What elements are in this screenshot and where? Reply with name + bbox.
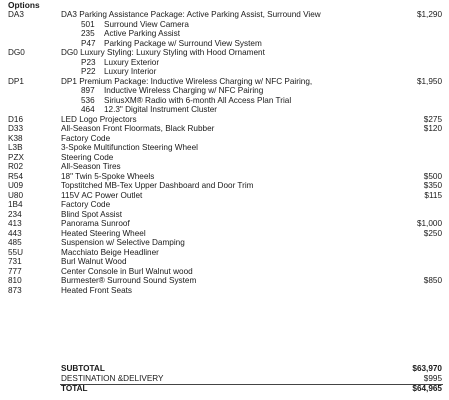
- option-price: $1,950: [416, 76, 442, 86]
- total-row: [0, 384, 449, 394]
- sub-option-description: Inductive Wireless Charging w/ NFC Pairing: [104, 86, 264, 95]
- option-row: [0, 115, 449, 125]
- option-code: U09: [8, 181, 24, 190]
- subtotal-label: SUBTOTAL: [61, 364, 105, 373]
- option-description: DG0 Luxury Styling: Luxury Styling with Hood Ornament: [61, 48, 265, 57]
- total-label: TOTAL: [61, 384, 88, 393]
- option-description: Heated Steering Wheel: [61, 228, 146, 238]
- option-price: $850: [423, 276, 442, 285]
- option-description: DA3 Parking Assistance Package: Active Parking Assist, Surround View: [61, 10, 321, 19]
- option-row: [0, 210, 449, 220]
- option-price: $275: [423, 114, 442, 124]
- sub-option-code: P22: [81, 67, 96, 76]
- sub-option-row: [0, 67, 449, 77]
- option-row: [0, 191, 449, 201]
- option-price: $250: [423, 228, 442, 238]
- option-description: Topstitched MB-Tex Upper Dashboard and Door Trim: [61, 181, 254, 190]
- option-row: [0, 143, 449, 153]
- option-price: $120: [423, 124, 442, 133]
- total-value: $64,965: [412, 384, 442, 393]
- option-price: $1,290: [416, 10, 442, 19]
- destination-value: $995: [423, 374, 442, 383]
- option-row: [0, 134, 449, 144]
- option-code: 873: [8, 285, 22, 295]
- sub-option-description: Luxury Exterior: [104, 57, 160, 67]
- sub-option-code: 235: [81, 29, 95, 38]
- option-description: All-Season Tires: [61, 162, 121, 171]
- option-description: Panorama Sunroof: [61, 219, 130, 228]
- option-row: [0, 229, 449, 239]
- option-code: 1B4: [8, 200, 23, 209]
- option-code: U80: [8, 190, 24, 200]
- option-code: 234: [8, 209, 22, 219]
- option-row: [0, 162, 449, 172]
- sub-option-row: [0, 20, 449, 30]
- sub-option-row: [0, 29, 449, 39]
- option-code: K38: [8, 133, 23, 143]
- option-row: [0, 153, 449, 163]
- option-code: 443: [8, 228, 22, 238]
- option-row: [0, 77, 449, 87]
- sub-option-row: [0, 96, 449, 106]
- option-description: 18" Twin 5-Spoke Wheels: [61, 171, 155, 181]
- option-row: [0, 219, 449, 229]
- option-code: DP1: [8, 76, 24, 86]
- sub-option-row: [0, 105, 449, 115]
- option-row: [0, 286, 449, 296]
- option-row: [0, 48, 449, 58]
- option-description: Burl Walnut Wood: [61, 257, 127, 266]
- sub-option-row: [0, 58, 449, 68]
- option-description: Suspension w/ Selective Damping: [61, 238, 185, 247]
- sub-option-code: 501: [81, 19, 95, 29]
- option-description: LED Logo Projectors: [61, 114, 137, 124]
- option-code: R54: [8, 171, 24, 181]
- option-row: [0, 248, 449, 258]
- option-code: 810: [8, 276, 22, 285]
- option-code: PZX: [8, 152, 24, 162]
- option-row: [0, 238, 449, 248]
- option-row: [0, 181, 449, 191]
- option-description: DP1 Premium Package: Inductive Wireless Charging w/ NFC Pairing,: [61, 76, 313, 86]
- option-row: [0, 200, 449, 210]
- option-row: [0, 276, 449, 286]
- option-description: 3-Spoke Multifunction Steering Wheel: [61, 143, 198, 152]
- sub-option-code: P23: [81, 57, 96, 67]
- sub-option-description: Parking Package w/ Surround View System: [104, 38, 262, 48]
- subtotal-row: [0, 364, 449, 374]
- option-description: Macchiato Beige Headliner: [61, 247, 159, 257]
- option-code: 485: [8, 238, 22, 247]
- sub-option-description: SiriusXM® Radio with 6-month All Access Plan Trial: [104, 95, 292, 105]
- sub-option-code: P47: [81, 38, 96, 48]
- destination-row: [0, 374, 449, 384]
- option-price: $115: [424, 190, 442, 200]
- sub-option-description: Surround View Camera: [104, 19, 189, 29]
- sub-option-description: Luxury Interior: [104, 67, 157, 76]
- option-code: 55U: [8, 247, 24, 257]
- sub-option-row: [0, 39, 449, 49]
- option-row: [0, 257, 449, 267]
- sub-option-description: Active Parking Assist: [104, 29, 180, 38]
- option-price: $350: [423, 181, 442, 190]
- option-description: Factory Code: [61, 200, 111, 209]
- sub-option-code: 464: [81, 105, 95, 114]
- option-row: [0, 172, 449, 182]
- option-description: Burmester® Surround Sound System: [61, 276, 197, 285]
- option-code: D16: [8, 114, 24, 124]
- option-row: [0, 267, 449, 277]
- option-code: 731: [8, 257, 22, 266]
- option-code: 413: [8, 219, 22, 228]
- option-code: D33: [8, 124, 24, 133]
- options-heading: Options: [8, 0, 40, 10]
- option-code: R02: [8, 162, 24, 171]
- destination-label: DESTINATION &DELIVERY: [61, 374, 164, 383]
- option-row: [0, 124, 449, 134]
- option-code: 777: [8, 266, 22, 276]
- option-description: Heated Front Seats: [61, 285, 132, 295]
- option-price: $500: [423, 171, 442, 181]
- option-description: Factory Code: [61, 133, 111, 143]
- option-code: DA3: [8, 10, 24, 19]
- subtotal-value: $63,970: [412, 364, 442, 373]
- options-list: [0, 10, 449, 295]
- option-description: All-Season Front Floormats, Black Rubber: [61, 124, 215, 133]
- option-code: L3B: [8, 143, 23, 152]
- option-price: $1,000: [416, 219, 442, 228]
- sub-option-code: 536: [81, 95, 95, 105]
- option-description: Steering Code: [61, 152, 114, 162]
- sub-option-row: [0, 86, 449, 96]
- sub-option-code: 897: [81, 86, 95, 95]
- totals-section: [0, 364, 449, 394]
- option-code: DG0: [8, 48, 25, 57]
- sub-option-description: 12.3" Digital Instrument Cluster: [104, 105, 218, 114]
- option-row: [0, 10, 449, 20]
- option-description: 115V AC Power Outlet: [61, 190, 143, 200]
- option-description: Blind Spot Assist: [61, 209, 122, 219]
- option-description: Center Console in Burl Walnut wood: [61, 266, 193, 276]
